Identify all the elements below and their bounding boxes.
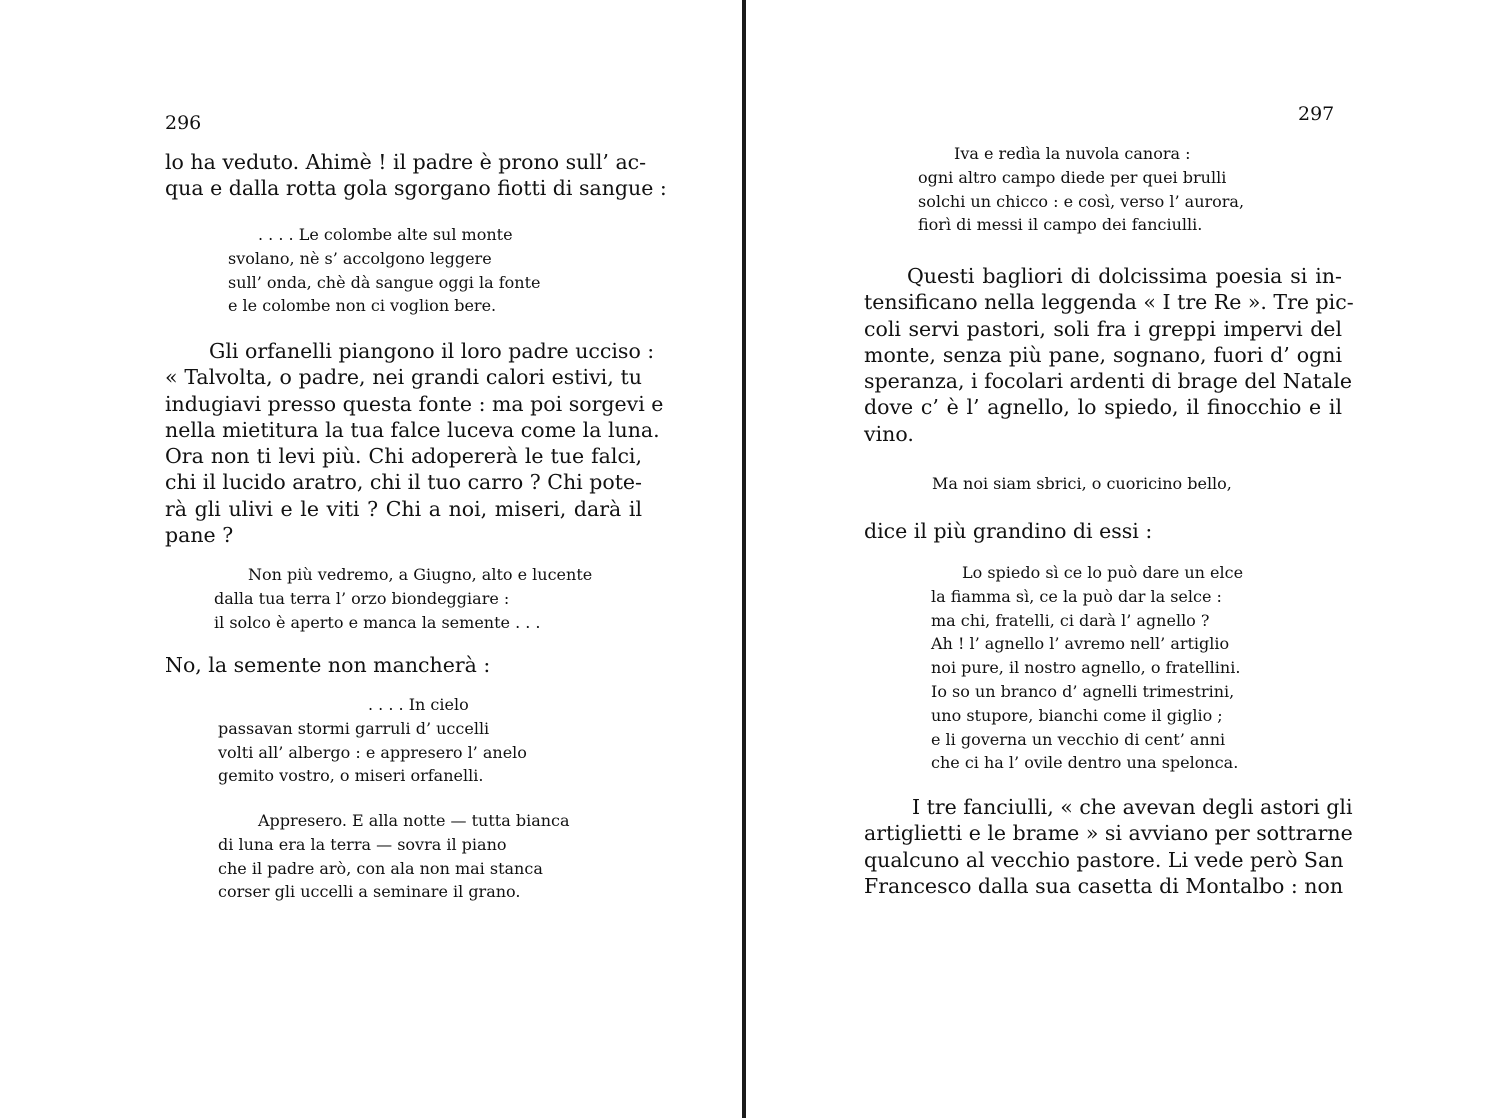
text-line: qua e dalla rotta gola sgorgano fiotti di sangue : xyxy=(165,176,667,201)
text-line: vino. xyxy=(864,421,914,446)
verse-line: ma chi, fratelli, ci darà l’ agnello ? xyxy=(931,610,1210,630)
text-line: coli servi pastori, soli fra i greppi impervi del xyxy=(864,316,1342,341)
verse-line: corser gli uccelli a seminare il grano. xyxy=(218,882,521,902)
text-line: I tre fanciulli, « che avevan degli astori gli xyxy=(912,795,1353,819)
right-paragraph-1 xyxy=(864,263,1354,447)
text-line: monte, senza più pane, sognano, fuori d’ ogni xyxy=(864,342,1342,367)
verse-line: Non più vedremo, a Giugno, alto e lucente xyxy=(248,565,593,584)
verse-line: sull’ onda, chè dà sangue oggi la fonte xyxy=(228,272,541,292)
verse-line: volti all’ albergo : e appresero l’ anelo xyxy=(218,742,527,762)
verse-line: fiorì di messi il campo dei fanciulli. xyxy=(918,215,1203,235)
text-line: rà gli ulivi e le viti ? Chi a noi, miseri, darà il xyxy=(165,496,642,521)
verse-line: svolano, nè s’ accolgono leggere xyxy=(228,248,492,268)
right-verse-3 xyxy=(931,561,1243,775)
text-line: Francesco dalla sua casetta di Montalbo : non xyxy=(864,873,1344,898)
verse-line: uno stupore, bianchi come il giglio ; xyxy=(931,705,1223,725)
text-line: tensificano nella leggenda « I tre Re ». Tre pic- xyxy=(864,290,1354,315)
verse-line: la fiamma sì, ce la può dar la selce : xyxy=(931,586,1222,606)
verse-line: noi pure, il nostro agnello, o fratellini. xyxy=(931,658,1241,678)
verse-line: che il padre arò, con ala non mai stanca xyxy=(218,858,543,878)
verse-line: solchi un chicco : e così, verso l’ aurora, xyxy=(918,191,1245,211)
text-line: speranza, i focolari ardenti di brage del Natale xyxy=(864,369,1353,394)
page-number-right: 297 xyxy=(1298,103,1335,125)
verse-line: Lo spiedo sì ce lo può dare un elce xyxy=(962,563,1244,582)
left-verse-3 xyxy=(218,693,527,788)
left-paragraph-2 xyxy=(165,338,664,548)
verse-line: Iva e redìa la nuvola canora : xyxy=(954,144,1191,163)
verse-line: dalla tua terra l’ orzo biondeggiare : xyxy=(214,588,510,608)
left-verse-1 xyxy=(228,223,540,318)
verse-line: il solco è aperto e manca la semente . . . xyxy=(214,612,541,632)
text-line: lo ha veduto. Ahimè ! il padre è prono sull’ ac- xyxy=(165,150,647,174)
verse-line: . . . . In cielo xyxy=(368,695,469,714)
verse-line: che ci ha l’ ovile dentro una spelonca. xyxy=(931,753,1239,773)
verse-line: di luna era la terra — sovra il piano xyxy=(218,834,507,854)
text-line: « Talvolta, o padre, nei grandi calori estivi, tu xyxy=(165,365,642,390)
text-line: pane ? xyxy=(165,523,234,548)
left-page xyxy=(0,0,742,1118)
text-line: Questi bagliori di dolcissima poesia si in- xyxy=(907,264,1342,288)
right-paragraph-2 xyxy=(864,518,1342,544)
verse-line: ogni altro campo diede per quei brulli xyxy=(918,167,1227,187)
verse-line: passavan stormi garruli d’ uccelli xyxy=(218,718,490,738)
text-line: Ora non ti levi più. Chi adopererà le tue falci, xyxy=(165,444,642,469)
text-line: qualcuno al vecchio pastore. Li vede però San xyxy=(864,847,1344,872)
left-paragraph-1 xyxy=(165,149,667,202)
left-verse-2 xyxy=(214,563,592,634)
text-line: artiglietti e le brame » si avviano per sottrarne xyxy=(864,821,1353,846)
page-number-left: 296 xyxy=(165,112,202,134)
verse-line: Ma noi siam sbrici, o cuoricino bello, xyxy=(932,474,1232,493)
verse-line: gemito vostro, o miseri orfanelli. xyxy=(218,766,484,786)
text-line: dove c’ è l’ agnello, lo spiedo, il finocchio e il xyxy=(864,395,1342,420)
right-paragraph-3 xyxy=(864,794,1353,899)
text-line: nella mietitura la tua falce luceva come la luna. xyxy=(165,417,660,442)
text-line: Gli orfanelli piangono il loro padre ucciso : xyxy=(209,339,655,363)
verse-line: Ah ! l’ agnello l’ avremo nell’ artiglio xyxy=(931,634,1230,654)
verse-line: e li governa un vecchio di cent’ anni xyxy=(931,729,1226,749)
text-line: No, la semente non mancherà : xyxy=(165,653,491,677)
left-verse-4 xyxy=(218,809,570,904)
text-line: chi il lucido aratro, chi il tuo carro ? Chi pote- xyxy=(165,470,642,495)
right-page xyxy=(746,0,1500,1118)
verse-line: Io so un branco d’ agnelli trimestrini, xyxy=(931,681,1235,701)
left-paragraph-3 xyxy=(165,652,642,678)
text-line: indugiavi presso questa fonte : ma poi sorgevi e xyxy=(165,391,664,416)
verse-line: e le colombe non ci voglion bere. xyxy=(228,296,497,316)
verse-line: Appresero. E alla notte — tutta bianca xyxy=(258,811,570,830)
text-line: dice il più grandino di essi : xyxy=(864,519,1153,543)
right-verse-2 xyxy=(932,472,1232,496)
verse-line: . . . . Le colombe alte sul monte xyxy=(258,225,513,244)
right-verse-1 xyxy=(918,142,1244,237)
